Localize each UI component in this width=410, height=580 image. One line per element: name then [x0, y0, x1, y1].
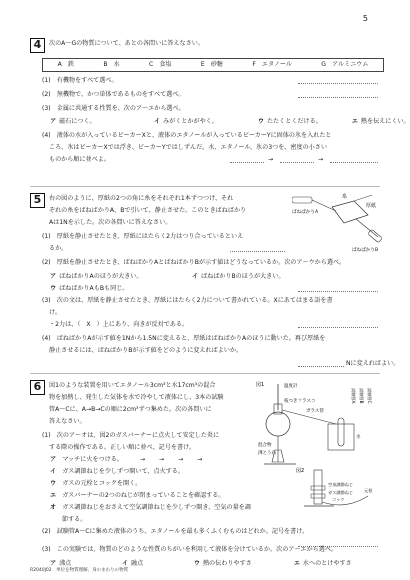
step-item: 節する。: [62, 516, 87, 523]
question-item: (1) 有機物をすべて選べ。: [42, 77, 118, 84]
question-item: (3) 金属に共通する性質を、次のア～エから選べ。: [42, 105, 185, 112]
option: ア 磁石につく。: [50, 118, 96, 125]
cock-label: コック: [332, 497, 345, 502]
distillation-figure: [256, 380, 380, 526]
question-item: (2) 試験管A～Cに集めた液体のうち、エタノールを最も多くふくむものはどれか。記号を書け。: [42, 528, 309, 535]
option: ア 沸点: [50, 560, 72, 567]
question-item: け。: [49, 309, 61, 316]
option: イ ばねばかりBのほうが大きい。: [191, 273, 285, 280]
question-item: (3) この実験では、物質のどのような性質のちがいを利用して液体を分けているか。次のア～エから選べ。: [42, 546, 338, 553]
tube-a-label: 試験管A: [351, 388, 356, 404]
option: エ 熱を伝えにくい。: [351, 118, 410, 125]
fig2-label: 図2: [296, 468, 305, 474]
step-item: ア マッチに火をつける。: [50, 456, 123, 463]
valve-label: 元栓: [364, 488, 373, 493]
section-divider: [30, 373, 380, 374]
question-item: (1) 厚紙を静止させたとき、厚紙にはたらく2力はつり合っているといえ: [42, 233, 244, 240]
step-item: ウ ガスの元栓とコックを開く。: [50, 480, 142, 487]
option-row: [50, 118, 410, 126]
boiling-chip-label: 沸とう石: [258, 451, 276, 456]
question-intro: 答えなさい。: [49, 418, 86, 425]
step-item: エ ガスバーナーの2つのねじが閉まっていることを確認する。: [50, 492, 225, 499]
question-number: 5: [30, 193, 45, 208]
question-item: るか。: [49, 245, 68, 252]
footer: R2040J02 単位を物質理解、身のまわりの物質: [30, 568, 129, 574]
substance: A 鉄: [57, 61, 75, 69]
question-intro: 物を加熱し、発生した気体を水で冷やして液体にし、3本の試験: [49, 394, 224, 401]
water-label: 水: [356, 435, 361, 440]
answer-field[interactable]: [298, 320, 378, 328]
answer-field[interactable]: [230, 244, 285, 252]
answer-field[interactable]: [298, 359, 344, 367]
substance: B 水: [103, 61, 120, 69]
answer-field[interactable]: [298, 76, 378, 84]
question-item: 静止させるには、ばねばかりBが示す値をどのように変えればよいか。: [49, 347, 243, 354]
gas-screw-label: ガス調節ねじ: [328, 490, 354, 495]
order-arrow: →: [318, 156, 324, 163]
question-item: ・2力は、（ X ）上にあり、向きが反対である。: [49, 321, 189, 328]
question-intro: 管A～Cに、A→B→Cの順に2cm³ずつ集めた。次の各問いに: [49, 406, 212, 413]
question-item: (4) 液体の水が入っているビーカーXと、液体のエタノールが入っているビーカーYに固体の氷を入れたと: [42, 132, 332, 139]
scale-a-label: ばねばかりA: [292, 210, 319, 215]
option-row: [50, 560, 362, 568]
section-divider: [30, 186, 380, 187]
page-number: 5: [362, 14, 368, 23]
question-item: (2) 厚紙を静止させたとき、ばねばかりAとばねばかりBが示す値はどうなっているか。次のア～ウから選べ。: [42, 259, 346, 266]
question-item: ころ、氷はビーカーXでは浮き、ビーカーYではしずんだ。水、エタノール、氷の3つを、密度の小さい: [49, 144, 327, 151]
board-label: 厚紙: [366, 203, 377, 209]
substance: E 砂糖: [200, 61, 224, 69]
thread-label: 糸: [342, 194, 348, 200]
option: イ みがくとかがやく。: [153, 118, 218, 125]
answer-field[interactable]: [330, 155, 378, 163]
answer-field[interactable]: [298, 90, 378, 98]
order-arrow: →: [268, 156, 274, 163]
question-intro: Aは1Nを示した。次の各問いに答えなさい。: [49, 219, 172, 226]
question-4: [30, 38, 410, 178]
scale-b-label: ばねばかりB: [352, 248, 379, 253]
option-row: [50, 285, 138, 293]
step-item: イ ガス調節ねじを少しずつ開いて、点火する。: [50, 468, 184, 475]
substance: F エタノール: [252, 61, 292, 69]
option: エ 水へのとけやすさ: [293, 560, 352, 567]
question-intro: 右の図のように、厚紙の2つの角に糸をそれぞれ1本ずつつけ、それ: [49, 195, 234, 202]
question-number: 4: [30, 38, 45, 53]
spring-scale-figure: [292, 193, 384, 253]
option: ウ たたくとくだける。: [257, 118, 322, 125]
question-6: [30, 380, 380, 567]
substance-list: [42, 58, 384, 72]
question-intro: 図1のような装置を用いてエタノール3cm³と水17cm³の混合: [49, 382, 216, 389]
question-5: [30, 193, 400, 367]
thermometer-label: 温度計: [284, 384, 298, 389]
substance: G アルミニウム: [321, 61, 369, 69]
tube-b-label: 試験管B: [359, 388, 364, 404]
substance: C 食塩: [149, 61, 172, 69]
order-answer-row: → → → →: [140, 456, 203, 463]
question-number: 6: [30, 380, 45, 395]
option: ア ばねばかりAのほうが大きい。: [50, 273, 143, 280]
mixture-label: 混合物: [258, 443, 272, 448]
air-screw-label: 空気調節ねじ: [328, 482, 354, 487]
option-row: [50, 273, 294, 281]
flask-label: 枝つきフラスコ: [284, 399, 316, 404]
answer-field[interactable]: [298, 284, 378, 292]
question-intro: 次のA～Gの物質について、あとの各問いに答えなさい。: [49, 40, 204, 47]
question-item: ものから順に並べよ。: [49, 156, 110, 163]
question-item: する際の操作である。正しい順に並べ、記号を書け。: [49, 444, 196, 451]
question-item: (2) 無機物で、かつ単体であるものをすべて選べ。: [42, 91, 185, 98]
question-item: (4) ばねばかりAが示す値を1Nから1.5Nに変えると、厚紙はばねばかりAのほうに動いた。再び厚紙を: [42, 335, 326, 342]
fig1-label: 図1: [256, 382, 265, 388]
option: イ 融点: [121, 560, 144, 567]
tube-c-label: 試験管C: [367, 388, 372, 404]
question-intro: ぞれの糸をばねばかりA、Bで引いて、静止させた。このときばねばかり: [49, 207, 247, 214]
answer-field[interactable]: [280, 155, 314, 163]
answer-suffix: Nに変えればよい。: [346, 360, 400, 367]
option: ウ ばねばかりAもBも同じ。: [50, 285, 129, 292]
step-item: オ ガス調節ねじをおさえて空気調節ねじを少しずつ開き、空気の量を調: [50, 504, 251, 511]
answer-field[interactable]: [230, 155, 264, 163]
option: ウ 熱の伝わりやすさ: [193, 560, 252, 567]
question-item: (1) 次のア～オは、図2のガスバーナーに点火して安定した炎に: [42, 432, 220, 439]
glass-tube-label: ガラス管: [306, 409, 324, 414]
question-item: (3) 次の文は、厚紙を静止させたとき、厚紙にはたらく2力について書かれている。Xにあてはまる語を書: [42, 297, 333, 304]
